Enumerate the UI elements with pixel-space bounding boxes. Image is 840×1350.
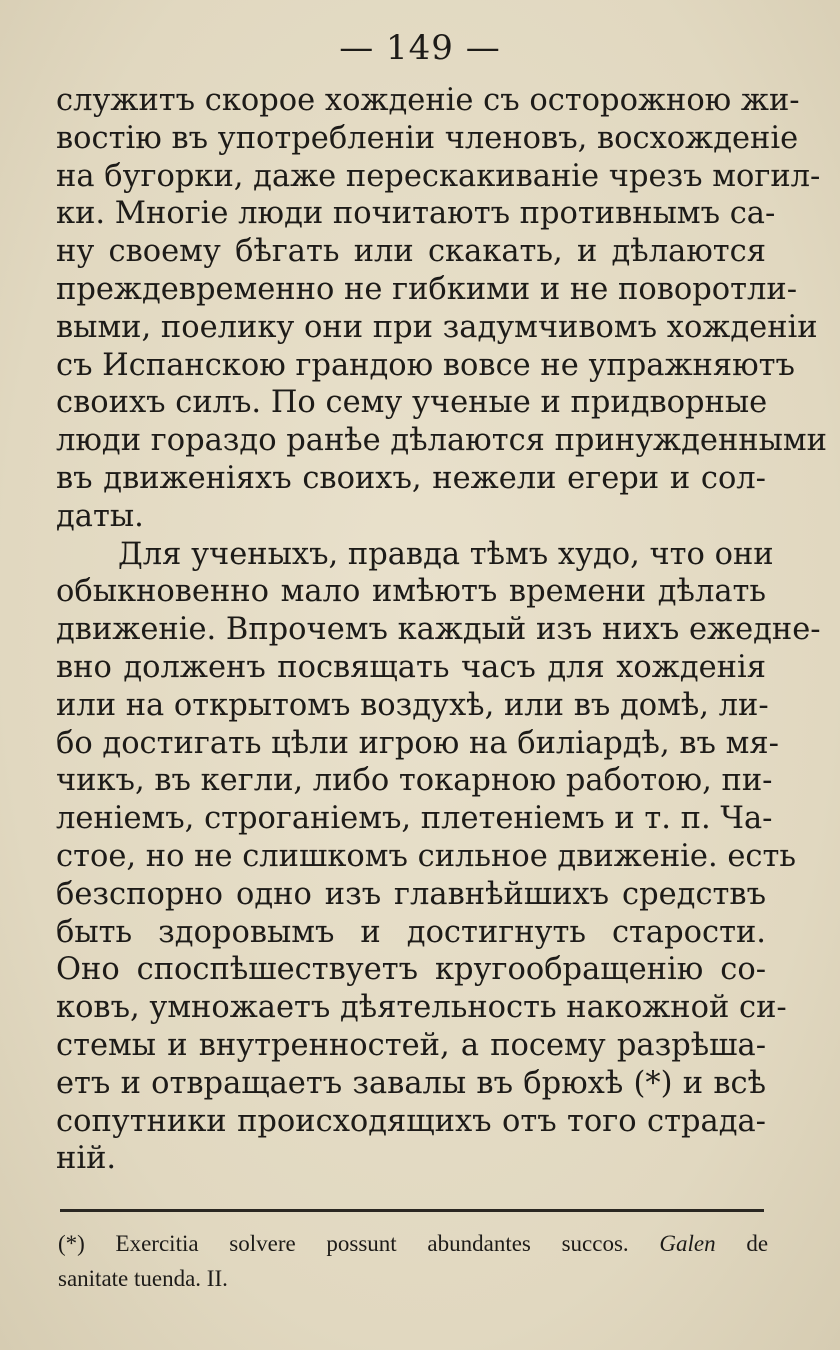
text-line: даты. <box>56 498 144 534</box>
text-line: леніемъ, строганіемъ, плетеніемъ и т. п. Ча- <box>56 801 773 837</box>
text-line: безспорно одно изъ главнѣйшихъ средствъ <box>56 876 766 912</box>
page-number: — 149 — <box>339 28 501 68</box>
text-line: обыкновенно мало имѣютъ времени дѣлать <box>56 574 766 610</box>
text-line: служитъ скорое хожденіе съ осторожною жи- <box>56 83 800 118</box>
text-line: востію въ употребленіи членовъ, восхожденіе <box>56 120 799 156</box>
text-line: люди гораздо ранѣе дѣлаются принужденными <box>56 423 827 459</box>
footnote-text: Exercitia solvere possunt abundantes succos. <box>115 1231 629 1256</box>
text-line: движеніе. Впрочемъ каждый изъ нихъ ежедне- <box>56 612 821 648</box>
text-line: своихъ силъ. По сему ученые и придворные <box>56 385 768 421</box>
text-line: стемы и внутренностей, а посему разрѣша- <box>56 1027 766 1063</box>
text-line: ну своему бѣгать или скакать, и дѣлаются <box>56 234 766 270</box>
text-line: ки. Многіе люди почитаютъ противнымъ са- <box>56 196 776 232</box>
text-line: ній. <box>56 1141 117 1177</box>
text-line: чикъ, въ кегли, либо токарною работою, пи- <box>56 763 773 799</box>
text-line: преждевременно не гибкими и не поворотли- <box>56 271 797 307</box>
text-line: Для ученыхъ, правда тѣмъ худо, что они <box>118 536 774 572</box>
text-line: ковъ, умножаетъ дѣятельность накожной си- <box>56 990 787 1026</box>
footnote <box>58 1226 768 1296</box>
footnote-line: sanitate tuenda. II. <box>58 1266 228 1291</box>
text-line: быть здоровымъ и достигнуть старости. <box>56 914 766 950</box>
text-line: етъ и отвращаетъ завалы въ брюхѣ (*) и всѣ <box>56 1065 766 1101</box>
text-line: стое, но не слишкомъ сильное движеніе. есть <box>56 838 796 874</box>
text-line: съ Испанскою грандою вовсе не упражняютъ <box>56 347 795 383</box>
footnote-marker: (*) <box>58 1231 85 1256</box>
footnote-line <box>58 1226 768 1261</box>
text-line: или на открытомъ воздухѣ, или въ домѣ, ли- <box>56 687 769 723</box>
footnote-source-tail: de <box>746 1231 769 1256</box>
footnote-divider <box>60 1209 764 1212</box>
body-text <box>56 82 827 1178</box>
text-line: бо достигать цѣли игрою на биліардѣ, въ мя- <box>56 725 779 761</box>
text-line: сопутники происходящихъ отъ того страда- <box>56 1103 766 1139</box>
text-line: выми, поелику они при задумчивомъ хожденіи <box>56 309 818 345</box>
text-line: вно долженъ посвящать часъ для хожденія <box>56 649 766 685</box>
text-line: въ движеніяхъ своихъ, нежели егери и сол- <box>56 460 766 496</box>
footnote-source: Galen <box>659 1231 716 1256</box>
text-line: Оно споспѣшествуетъ кругообращенію со- <box>56 952 766 988</box>
text-line: на бугорки, даже перескакиваніе чрезъ могил- <box>56 158 821 194</box>
